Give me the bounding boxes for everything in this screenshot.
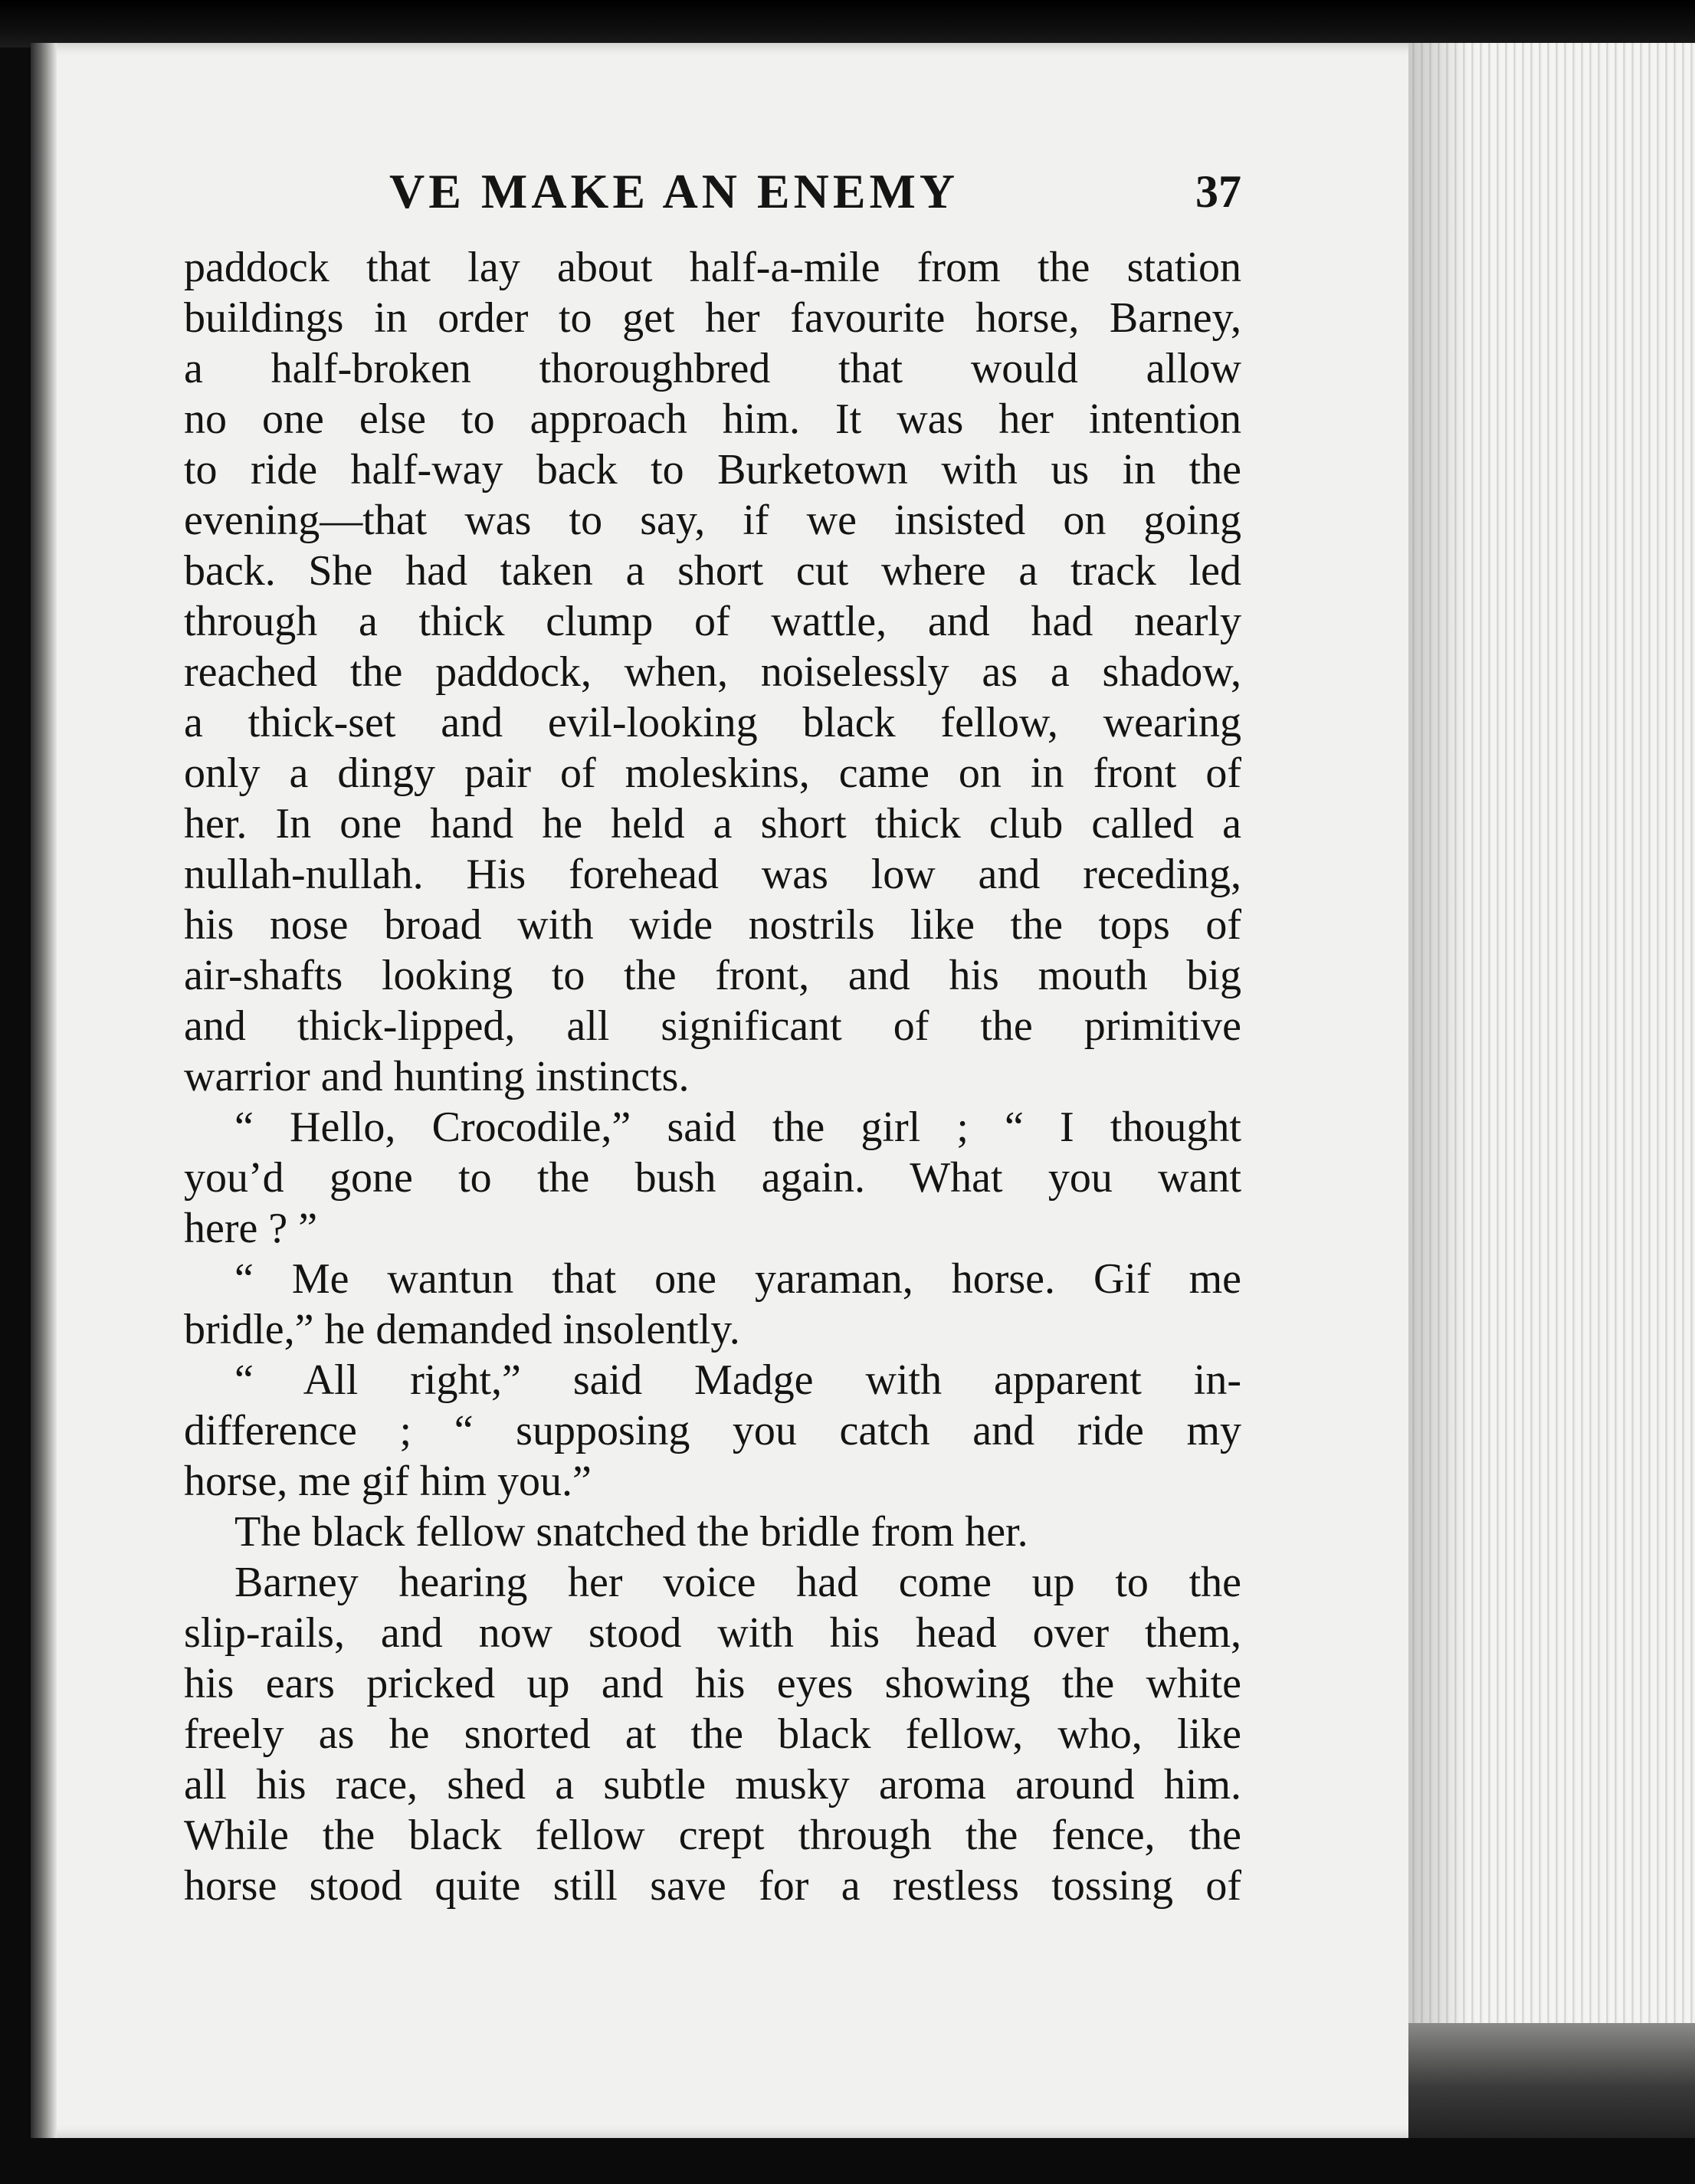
text-line: to ride half-way back to Burketown with us in the [184, 446, 1241, 494]
text-line: nullah-nullah. His forehead was low and receding, [184, 851, 1241, 898]
scan-bottom-border [0, 2138, 1695, 2184]
text-line: you’d gone to the bush again. What you want [184, 1154, 1241, 1202]
text-line: only a dingy pair of moleskins, came on in front of [184, 749, 1241, 797]
text-line: his ears pricked up and his eyes showing the white [184, 1660, 1241, 1707]
text-line: slip-rails, and now stood with his head over them, [184, 1609, 1241, 1657]
text-line: bridle,” he demanded insolently. [184, 1306, 740, 1353]
text-line: The black fellow snatched the bridle from her. [234, 1508, 1028, 1556]
page-number: 37 [1195, 166, 1241, 217]
text-line: reached the paddock, when, noiselessly as a shadow, [184, 648, 1241, 696]
text-line: Barney hearing her voice had come up to the [234, 1559, 1241, 1606]
text-line: her. In one hand he held a short thick club called a [184, 800, 1241, 848]
text-line: paddock that lay about half-a-mile from the station [184, 244, 1241, 291]
text-line: a thick-set and evil-looking black fellow, wearing [184, 699, 1241, 746]
text-line: “ Me wantun that one yaraman, horse. Gif me [234, 1255, 1241, 1303]
text-line: all his race, shed a subtle musky aroma around him. [184, 1761, 1241, 1809]
body-text [184, 242, 1241, 1911]
text-line: “ Hello, Crocodile,” said the girl ; “ I thought [234, 1103, 1241, 1151]
text-line: difference ; “ supposing you catch and ride my [184, 1407, 1241, 1454]
text-line: through a thick clump of wattle, and had nearly [184, 598, 1241, 645]
text-line: While the black fellow crept through the fence, the [184, 1812, 1241, 1859]
text-line: a half-broken thoroughbred that would allow [184, 345, 1241, 392]
text-line: back. She had taken a short cut where a track led [184, 547, 1241, 595]
page-gutter [31, 43, 57, 2139]
text-line: here ? ” [184, 1205, 318, 1252]
text-line: freely as he snorted at the black fellow, who, like [184, 1710, 1241, 1758]
text-line: “ All right,” said Madge with apparent in- [234, 1356, 1241, 1404]
text-line: no one else to approach him. It was her intention [184, 395, 1241, 443]
scan-top-border [0, 0, 1695, 48]
text-line: and thick-lipped, all significant of the primitive [184, 1002, 1241, 1050]
running-title: VE MAKE AN ENEMY [389, 164, 959, 218]
text-line: his nose broad with wide nostrils like the tops of [184, 901, 1241, 949]
text-line: warrior and hunting instincts. [184, 1053, 690, 1100]
text-line: horse, me gif him you.” [184, 1458, 592, 1505]
text-line: buildings in order to get her favourite horse, Barney, [184, 294, 1241, 342]
page-edges-shadow [1408, 43, 1470, 2139]
running-header [184, 161, 1241, 222]
text-line: evening—that was to say, if we insisted on going [184, 497, 1241, 544]
text-line: air-shafts looking to the front, and his mouth big [184, 952, 1241, 999]
text-line: horse stood quite still save for a restless tossing of [184, 1862, 1241, 1910]
